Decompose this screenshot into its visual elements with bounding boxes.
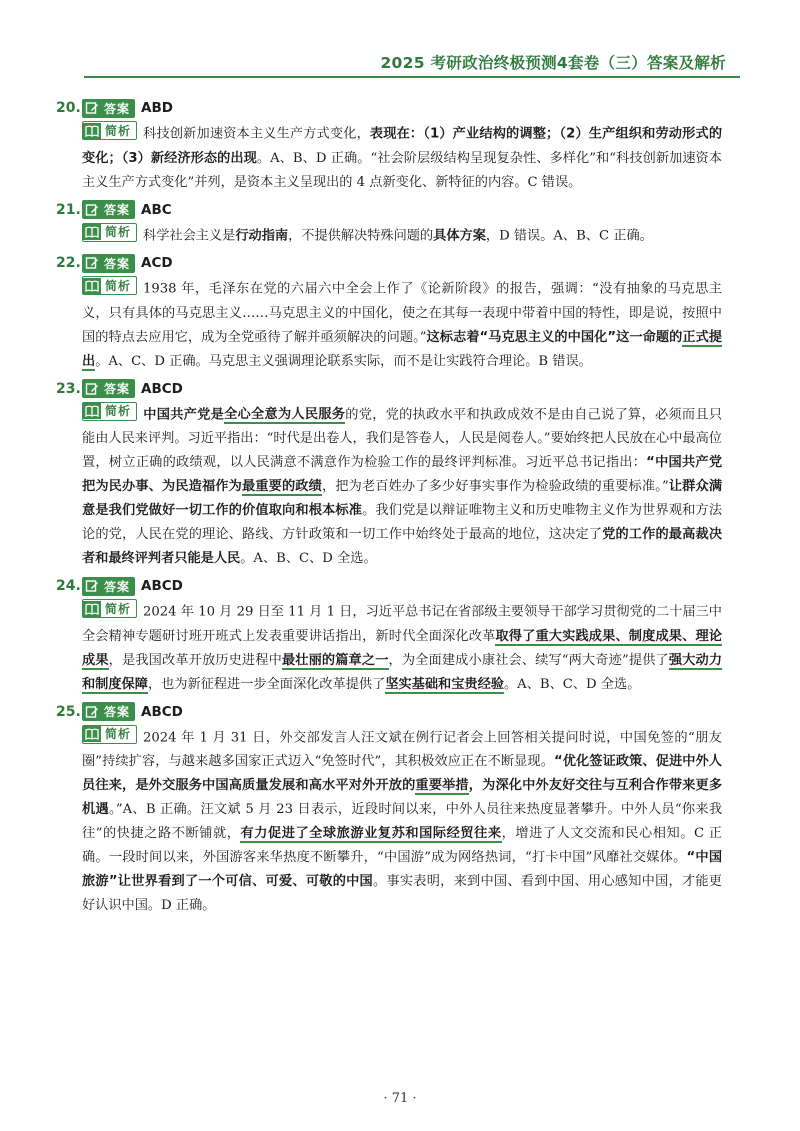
key-point-underline: 最重要的政绩 <box>241 479 322 494</box>
answer-badge-label: 答案 <box>104 101 131 116</box>
key-point: 中国共产党是 <box>143 407 225 422</box>
analysis-text: 。”A、B 正确。汪文斌 5 月 23 日表示，近段时间以来，中外人员往来热度显著攀升。中外人员“你来我往”的快捷之路不断铺就， <box>82 802 723 841</box>
question-number: 20. <box>56 100 81 116</box>
question-number: 25. <box>56 703 81 720</box>
book-icon <box>85 125 99 137</box>
analysis-text: 。我们党是以辩证唯物主义和历史唯物主义作为世界观和方法论的党，人民在党的理论、路线、方针政策和一切工作中始终处于最高的地位，这决定了 <box>82 503 723 542</box>
answer-choices: ABCD <box>141 578 183 594</box>
book-icon <box>85 728 99 740</box>
key-point-underline: 全心全意为人民服务 <box>224 407 346 422</box>
key-point: 表现在：（1）产业结构的调整；（2）生产组织和劳动形式的变化；（3）新经济形态的出现 <box>82 126 723 166</box>
analysis-text: 1938 年，毛泽东在党的六届六中全会上作了《论新阶段》的报告，强调：“没有抽象的马克思主义，只有具体的马克思主义……马克思主义的中国化，使之在其每一表现中带着中国的特性，即是说，按照中国的特点去应用它，成为全党亟待了解并亟须解决的问题。” <box>82 281 722 345</box>
key-point-underline: 坚实基础和宝贵经验 <box>385 676 504 692</box>
key-point: “中国旅游”让世界看到了一个可信、可爱、可敬的中国 <box>82 850 723 889</box>
question-number: 23. <box>56 380 81 397</box>
analysis-paragraph <box>82 402 722 572</box>
question-block <box>56 699 722 919</box>
analysis-paragraph <box>82 725 722 919</box>
analysis-text: 的党，党的执政水平和执政成效不是由自己说了算，必须而且只能由人民来评判。习近平指出：“时代是出卷人，我们是答卷人，人民是阅卷人。”要始终把人民放在心中最高位置，树立正确的政绩观，以人民满意不满意作为检验工作的最终评判标准。习近平总书记指出： <box>82 407 723 470</box>
document-title: 2025 考研政治终极预测4套卷（三）答案及解析 <box>380 54 726 72</box>
key-point-underlined <box>242 479 322 496</box>
book-icon <box>85 226 99 238</box>
answer-badge-label: 答案 <box>104 203 131 217</box>
analysis-text: 。事实表明，来到中国、看到中国、用心感知中国，才能更好认识中国。D 正确。 <box>82 874 722 913</box>
key-point-underline: 有力促进了全球旅游业复苏和国际经贸往来 <box>240 826 502 841</box>
answer-row <box>56 699 722 725</box>
analysis-badge <box>82 276 137 295</box>
key-point: “优化签证政策、促进中外人员往来，是外交服务中国高质量发展和高水平对外开放的 <box>82 754 722 793</box>
analysis-badge-label: 简析 <box>105 404 132 418</box>
analysis-text: ，把为老百姓办了多少好事实事作为检验政绩的重要标准。” <box>321 479 669 494</box>
answer-choices: ABC <box>141 201 172 218</box>
pencil-icon <box>85 101 99 115</box>
analysis-text: 2024 年 10 月 29 日至 11 月 1 日，习近平总书记在省部级主要领导干部学习贯彻党的二十届三中全会精神专题研讨班开班式上发表重要讲话指出，新时代全面深化改革 <box>82 604 722 644</box>
key-point: “中国共产党把为民办事、为民造福作为 <box>82 455 723 494</box>
answer-badge <box>82 577 135 596</box>
answer-choices: ABCD <box>141 380 183 397</box>
analysis-badge-label: 简析 <box>105 278 132 293</box>
answer-list <box>56 95 722 920</box>
page-header <box>0 0 800 82</box>
analysis-badge-label: 简析 <box>105 601 132 616</box>
question-number: 24. <box>56 578 81 594</box>
analysis-badge <box>82 223 137 242</box>
question-block <box>56 376 722 572</box>
analysis-text: 科技创新加速资本主义生产方式变化， <box>143 126 370 142</box>
analysis-badge-label: 简析 <box>105 225 132 239</box>
pencil-icon <box>85 579 99 593</box>
answer-badge-label: 答案 <box>104 382 131 396</box>
key-point-underlined <box>282 653 389 670</box>
answer-badge <box>82 379 135 398</box>
question-block <box>56 197 722 249</box>
analysis-paragraph <box>82 599 722 697</box>
answer-badge <box>82 99 135 118</box>
analysis-text: ，是我国改革开放历史进程中 <box>108 652 282 668</box>
answer-badge <box>82 254 135 273</box>
analysis-badge <box>82 725 137 744</box>
question-block <box>56 573 722 697</box>
analysis-text: ，不提供解决特殊问题的 <box>288 228 434 243</box>
analysis-text: 2024 年 1 月 31 日，外交部发言人汪文斌在例行记者会上回答相关提问时说，中国免签的“朋友圈”持续扩容，与越来越多国家正式迈入“免签时代”，其积极效应正在不断显现。 <box>82 730 722 769</box>
analysis-text: 。A、B、C、D 全选。 <box>240 551 377 566</box>
key-point-underline: 正式提出 <box>82 329 723 369</box>
answer-choices: ABD <box>141 100 173 116</box>
key-point-underline: 取得了重大实践成果、制度成果、理论成果 <box>82 628 723 668</box>
answer-row <box>56 250 722 276</box>
page-number: · 71 · <box>383 1091 417 1106</box>
answer-row <box>56 197 722 223</box>
key-point-underlined <box>240 826 501 843</box>
analysis-badge <box>82 121 137 140</box>
analysis-badge <box>82 599 137 618</box>
key-point-underline: 重要举措 <box>415 778 469 793</box>
question-number: 21. <box>56 201 81 218</box>
key-point: 行动指南 <box>235 228 289 243</box>
answer-badge-label: 答案 <box>104 256 131 271</box>
key-point-underline: 最壮丽的篇章之一 <box>281 652 389 668</box>
analysis-text: ，增进了人文交流和民心相知。C 正确。一段时间以来，外国游客来华热度不断攀升，“中国游”成为网络热词，“打卡中国”风靡社交媒体。 <box>82 826 722 865</box>
analysis-badge-label: 简析 <box>105 123 132 138</box>
analysis-paragraph <box>82 223 722 249</box>
answer-row <box>56 573 722 599</box>
analysis-text: 科学社会主义是 <box>143 228 236 243</box>
pencil-icon <box>85 382 99 396</box>
question-block <box>56 250 722 374</box>
key-point: 让群众满意是我们党做好一切工作的价值取向和根本标准 <box>82 479 723 518</box>
analysis-text: ，也为新征程进一步全面深化改革提供了 <box>147 676 386 692</box>
book-icon <box>85 603 99 615</box>
answer-choices: ACD <box>141 255 173 271</box>
pencil-icon <box>85 203 99 217</box>
book-icon <box>85 405 99 417</box>
question-block <box>56 95 722 195</box>
key-point: 具体方案 <box>433 228 486 243</box>
analysis-text: 。A、C、D 正确。马克思主义强调理论联系实际，而不是让实践符合理论。B 错误。 <box>95 353 592 369</box>
key-point-underlined <box>224 407 345 424</box>
key-point: 党的工作的最高裁决者和最终评判者只能是人民 <box>82 527 723 566</box>
analysis-text: 。A、B、C、D 全选。 <box>504 676 641 692</box>
answer-row <box>56 95 722 121</box>
answer-choices: ABCD <box>141 703 183 720</box>
key-point: ，为深化中外友好交往与互利合作带来更多机遇 <box>82 778 723 817</box>
key-point-underline: 强大动力和制度保障 <box>82 652 723 692</box>
analysis-badge <box>82 402 137 421</box>
answer-badge <box>82 702 135 721</box>
analysis-text: ，为全面建成小康社会、续写“两大奇迹”提供了 <box>388 652 669 668</box>
key-point-underlined <box>415 778 468 795</box>
book-icon <box>85 280 99 292</box>
analysis-paragraph <box>82 276 722 374</box>
answer-badge-label: 答案 <box>104 705 131 719</box>
header-divider <box>84 76 740 78</box>
answer-badge-label: 答案 <box>104 579 131 594</box>
analysis-badge-label: 简析 <box>105 727 132 741</box>
analysis-text: ，D 错误。A、B、C 正确。 <box>485 228 653 243</box>
analysis-text: 。A、B、D 正确。“社会阶层级结构呈现复杂性、多样化”和“科技创新加速资本主义生产方式变化”并列，是资本主义呈现出的 4 点新变化、新特征的内容。C 错误。 <box>82 150 722 190</box>
question-number: 22. <box>56 255 81 271</box>
key-point-underlined <box>385 677 504 694</box>
answer-row <box>56 376 722 402</box>
answer-badge <box>82 200 135 219</box>
key-point: 这标志着“马克思主义的中国化”这一命题的 <box>426 329 683 345</box>
pencil-icon <box>85 705 99 719</box>
pencil-icon <box>85 256 99 270</box>
analysis-paragraph <box>82 121 722 195</box>
